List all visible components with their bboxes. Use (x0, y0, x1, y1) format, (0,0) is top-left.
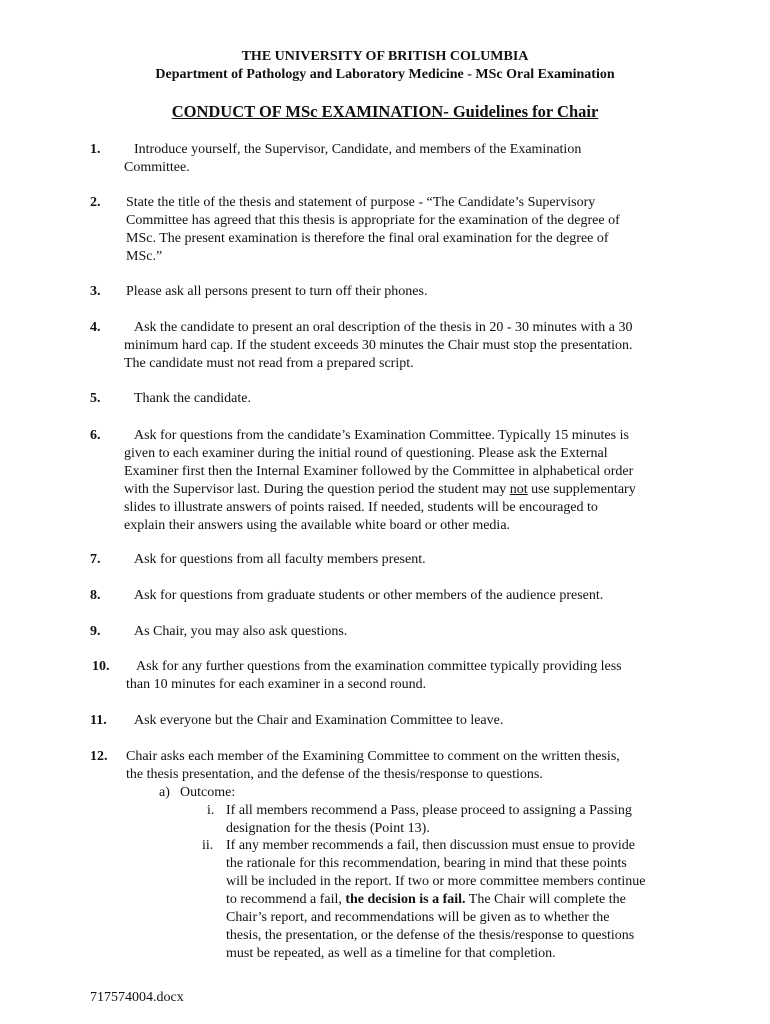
item-number: 9. (90, 624, 101, 639)
outcome-ii-label: ii. (202, 838, 214, 853)
footer-filename: 717574004.docx (90, 990, 184, 1005)
item-number: 6. (90, 428, 101, 443)
item-number: 10. (92, 659, 110, 674)
list-item: Please ask all persons present to turn off their phones. (126, 284, 428, 299)
item-number: 5. (90, 391, 101, 406)
list-item: Ask for questions from all faculty members present. (134, 552, 426, 567)
list-item: Ask the candidate to present an oral description of the thesis in 20 - 30 minutes with a 30 minimum hard cap. If the student exceeds 30 minutes the Chair must stop the presentation. The candidate must not read from a prepared script. (124, 320, 633, 371)
item-number: 7. (90, 552, 101, 567)
list-item: Ask for any further questions from the examination committee typically providing less than 10 minutes for each examiner in a second round. (126, 659, 622, 692)
list-item: As Chair, you may also ask questions. (134, 624, 348, 639)
page-title: CONDUCT OF MSc EXAMINATION- Guidelines for Chair (171, 102, 599, 121)
list-item: Chair asks each member of the Examining Committee to comment on the written thesis, the thesis presentation, and the defense of the thesis/response to questions. (126, 749, 620, 782)
item-number: 2. (90, 195, 101, 210)
item-number: 8. (90, 588, 101, 603)
department-line: Department of Pathology and Laboratory Medicine - MSc Oral Examination (155, 67, 615, 82)
item-number: 3. (90, 284, 101, 299)
list-item: Introduce yourself, the Supervisor, Candidate, and members of the Examination Committee. (124, 142, 582, 175)
list-item: Ask for questions from the candidate’s Examination Committee. Typically 15 minutes is given to each examiner during the initial round of questioning. Please ask the External Examiner first then the Internal Examiner followed by the Committee in alphabetical order with the Supervisor last. During the question period the student may not use supplementary slides to illustrate answers of points raised. If needed, students will be encouraged to explain their answers using the available white board or other media. (124, 428, 636, 533)
list-item: State the title of the thesis and statement of purpose - “The Candidate’s Supervisory Committee has agreed that this thesis is appropriate for the examination of the degree of MSc. The present examination is therefore the final oral examination for the degree of MSc.” (126, 195, 620, 264)
list-item: Ask everyone but the Chair and Examination Committee to leave. (134, 713, 504, 728)
outcome-heading: Outcome: (180, 785, 236, 800)
list-item: Thank the candidate. (134, 391, 252, 406)
outcome-label: a) (159, 785, 170, 800)
list-item: Ask for questions from graduate students or other members of the audience present. (134, 588, 604, 603)
item-number: 11. (90, 713, 107, 728)
outcome-i-text: If all members recommend a Pass, please proceed to assigning a Passing designation for the thesis (Point 13). (226, 803, 632, 836)
item-number: 4. (90, 320, 101, 335)
outcome-ii-text: If any member recommends a fail, then discussion must ensue to provide the rationale for this recommendation, bearing in mind that these points will be included in the report. If two or more committee members continue to recommend a fail, the decision is a fail. The Chair will complete the Chair’s report, and recommendations will be given as to whether the thesis, the presentation, or the defense of the thesis/response to questions must be repeated, as well as a timeline for that completion. (226, 838, 646, 961)
item-number: 12. (90, 749, 108, 764)
item-number: 1. (90, 142, 101, 157)
university-name: THE UNIVERSITY OF BRITISH COLUMBIA (241, 49, 529, 64)
outcome-i-label: i. (207, 803, 215, 818)
